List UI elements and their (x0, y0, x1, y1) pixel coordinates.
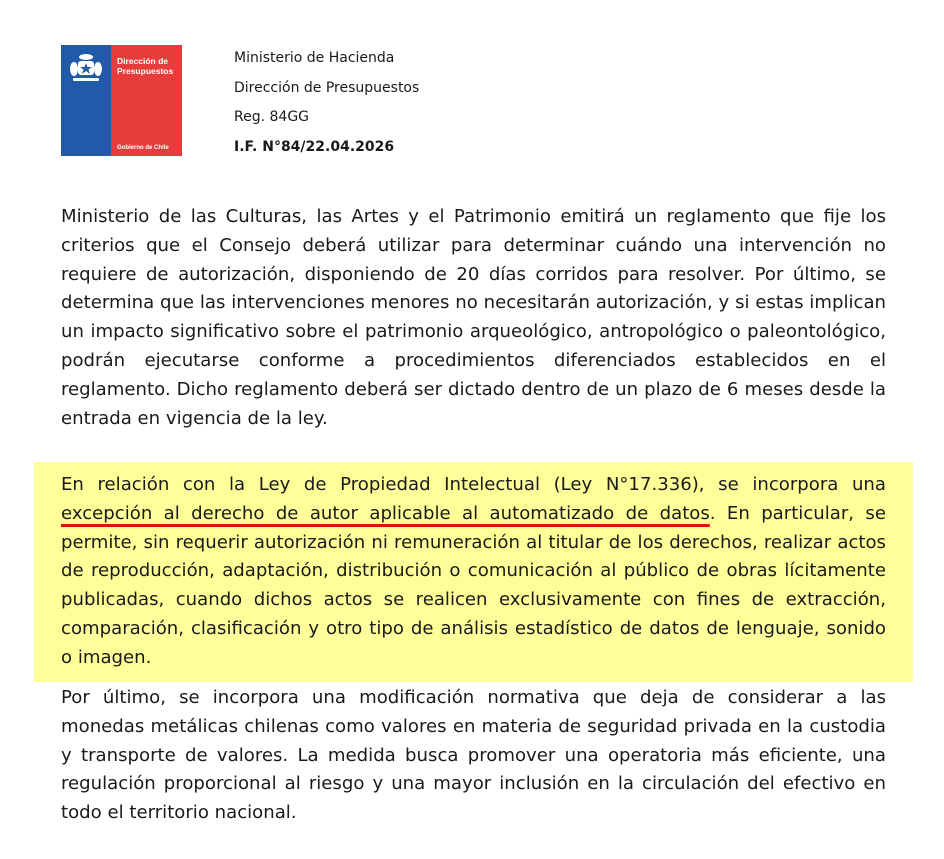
p2-rest: . En particular, se permite, sin requerir autorización ni remuneración al titular de los derechos, realizar actos de reproducción, adaptación, distribución o comunicación al público de obras lícitamente publicadas, cuando dichos actos se realicen exclusivamente con fines de extracción, comparación, clasificación y otro tipo de análisis estadístico de datos de lenguaje, sonido o imagen. (61, 502, 886, 668)
logo-footer: Gobierno de Chile (117, 145, 169, 151)
paragraph-metal-coins: Por último, se incorpora una modificación normativa que deja de considerar a las monedas metálicas chilenas como valores en materia de seguridad privada en la custodia y transporte de valores. La medida busca promover una operatoria más eficiente, una regulación proporcional al riesgo y una mayor inclusión en la circulación del efectivo en todo el territorio nacional. (61, 687, 886, 824)
logo-text-panel (111, 45, 182, 156)
p2-underlined-phrase: excepción al derecho de autor aplicable al automatizado de datos (61, 502, 710, 524)
header-ministry: Ministerio de Hacienda (234, 50, 395, 66)
logo-emblem-panel (61, 45, 111, 156)
coat-of-arms-icon (69, 53, 103, 83)
header-reg: Reg. 84GG (234, 109, 310, 125)
p2-intro: En relación con la Ley de Propiedad Intelectual (Ley N°17.336), se incorpora una (61, 474, 886, 495)
paragraph-intellectual-property (61, 471, 886, 673)
header-report-number: I.F. N°84/22.04.2026 (234, 138, 395, 155)
paragraph-culture-regulation: Ministerio de las Culturas, las Artes y el Patrimonio emitirá un reglamento que fije los criterios que el Consejo deberá utilizar para determinar cuándo una intervención no requiere de autorización, disponiendo de 20 días corridos para resolver. Por último, se determina que las intervenciones menores no necesitarán autorización, y si estas implican un impacto significativo sobre el patrimonio arqueológico, antropológico o paleontológico, podrán ejecutarse conforme a procedimientos diferenciados establecidos en el reglamento. Dicho reglamento deberá ser dictado dentro de un plazo de 6 meses desde la entrada en vigencia de la ley. (61, 206, 886, 429)
header-office: Dirección de Presupuestos (234, 79, 420, 96)
logo (61, 45, 182, 156)
logo-title: Dirección de Presupuestos (117, 56, 174, 76)
document-header (234, 44, 419, 162)
